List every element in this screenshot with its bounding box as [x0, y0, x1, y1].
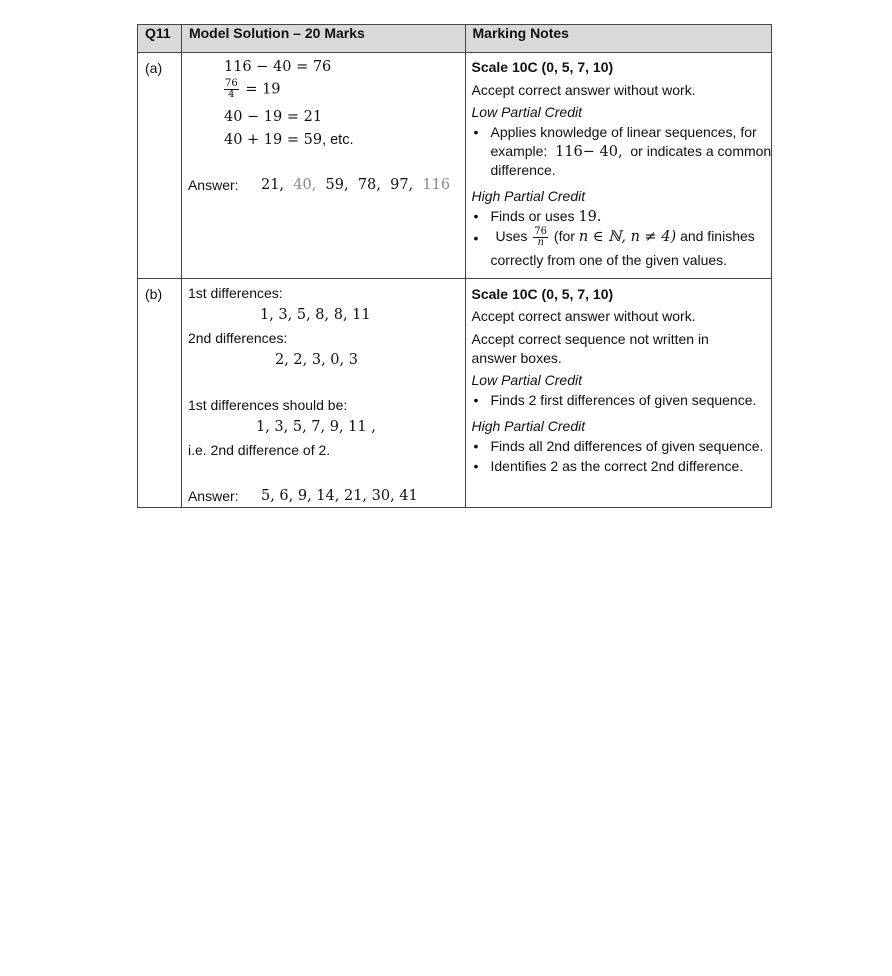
- low-partial-head-b: Low Partial Credit: [471, 372, 582, 388]
- answer-values-b: 5, 6, 9, 14, 21, 30, 41: [260, 488, 418, 504]
- accept-a: Accept correct answer without work.: [471, 82, 696, 98]
- header-model-solution: Model Solution – 20 Marks: [181, 25, 465, 53]
- scale-b: Scale 10C (0, 5, 7, 10): [471, 286, 614, 302]
- accept-b-1: Accept correct answer without work.: [471, 308, 696, 324]
- sol-line-2: $\frac{76}{4}$ = 19: [224, 78, 281, 100]
- ie-text: i.e. 2nd difference of 2.: [187, 442, 331, 458]
- second-diff-values: 2, 2, 3, 0, 3: [274, 352, 358, 368]
- sol-line-3: 40 − 19 = 21: [223, 109, 323, 125]
- accept-b-2-line-2: answer boxes.: [471, 350, 562, 366]
- header-marking-notes: Marking Notes: [465, 25, 772, 53]
- second-diff-label: 2nd differences:: [187, 330, 288, 346]
- high-partial-head-a: High Partial Credit: [471, 188, 586, 204]
- scale-a: Scale 10C (0, 5, 7, 10): [471, 59, 614, 75]
- part-a-notes: Scale 10C (0, 5, 7, 10) Accept correct answer without work. Low Partial Credit • Applies knowledge of linear sequences, for example: 116− 40, or indicates a common difference. High Partial Credit • Finds or uses 19. • Uses $\frac{76}{n}$ (for n ∈ ℕ, n ≠ 4) and finishes correctly from one of the given values.: [465, 53, 772, 279]
- part-a-row: [138, 53, 772, 279]
- should-be-label: 1st differences should be:: [187, 397, 348, 413]
- part-b-notes: Scale 10C (0, 5, 7, 10) Accept correct answer without work. Accept correct sequence not written in answer boxes. Low Partial Credit • Finds 2 first differences of given sequence. High Partial Credit • Finds all 2nd differences of given sequence. • Identifies 2 as the correct 2nd difference.: [465, 279, 772, 508]
- part-a-solution: [181, 53, 465, 279]
- low-partial-head-a: Low Partial Credit: [471, 104, 582, 120]
- first-diff-values: 1, 3, 5, 8, 8, 11: [259, 307, 371, 323]
- answer-label-b: Answer:: [187, 488, 239, 504]
- high-partial-head-b: High Partial Credit: [471, 418, 586, 434]
- accept-b-2-line-1: Accept correct sequence not written in: [471, 331, 709, 347]
- answer-label-a: Answer:: [187, 177, 239, 193]
- part-b-solution: [181, 279, 465, 508]
- part-b-label: (b): [138, 279, 182, 508]
- answer-values-a: 21, 40, 59, 78, 97, 116: [260, 177, 451, 193]
- header-question: Q11: [138, 25, 182, 53]
- sol-line-4: 40 + 19 = 59, etc.: [223, 132, 354, 148]
- marking-scheme-table: [137, 24, 772, 508]
- part-b-row: [138, 279, 772, 508]
- fraction-76-over-4: $\frac{76}{4}$: [224, 78, 238, 100]
- table-header-row: [138, 25, 772, 53]
- should-be-values: 1, 3, 5, 7, 9, 11 ,: [255, 419, 376, 435]
- first-diff-label: 1st differences:: [187, 285, 283, 301]
- sol-line-1: 116 − 40 = 76: [223, 59, 332, 75]
- part-a-label: (a): [138, 53, 182, 279]
- fraction-76-over-n: $\frac{76}{n}$: [534, 226, 548, 248]
